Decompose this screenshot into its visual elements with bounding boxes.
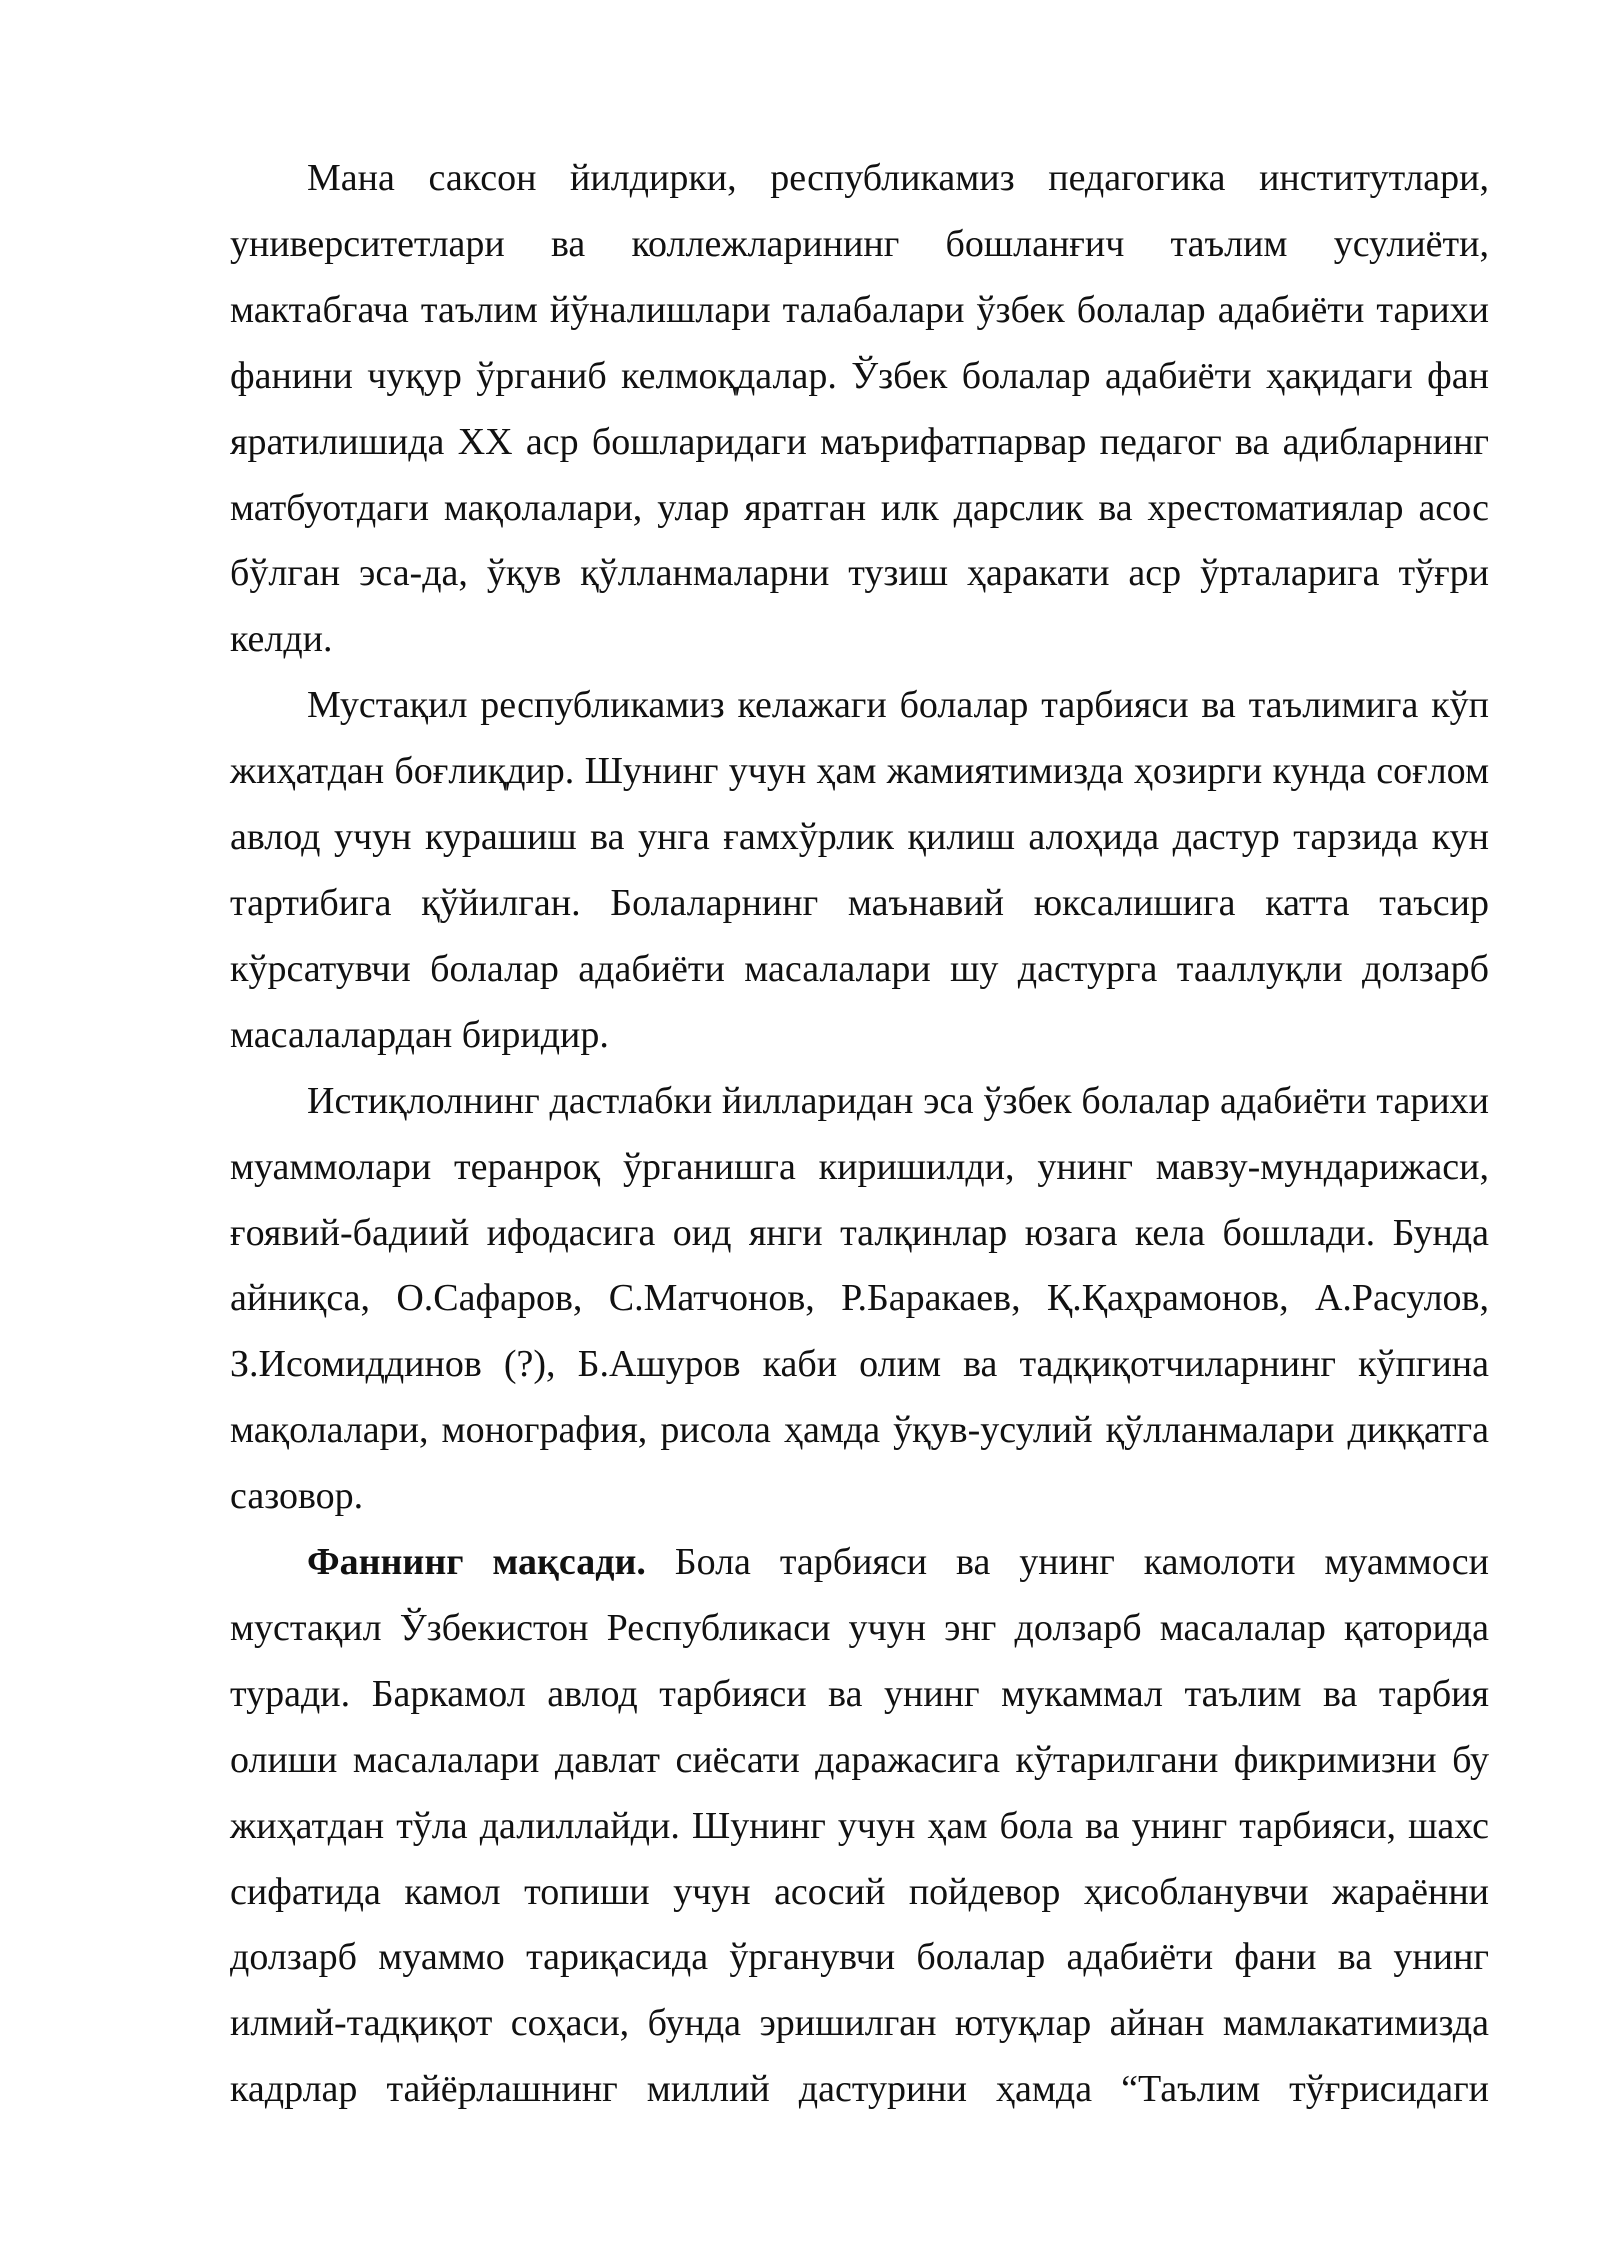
paragraph-1: [230, 146, 1489, 673]
paragraph-3: [230, 1069, 1489, 1530]
paragraph-1-text: Мана саксон йилдирки, республикамиз педагогика институтлари, университетлари ва коллежларининг бошланғич таълим усулиёти, мактабгача таълим йўналишлари талабалари ўзбек болалар адабиёти тарихи фанини чуқур ўрганиб келмоқдалар. Ўзбек болалар адабиёти ҳақидаги фан яратилишида ХХ аср бошларидаги маърифатпарвар педагог ва адибларнинг матбуотдаги мақолалари, улар яратган илк дарслик ва хрестоматиялар асос бўлган эса-да, ўқув қўлланмаларни тузиш ҳаракати аср ўрталарига тўғри келди.: [230, 157, 1489, 661]
paragraph-2: [230, 673, 1489, 1068]
section-heading-inline: Фаннинг мақсади.: [307, 1541, 646, 1584]
paragraph-3-text: Истиқлолнинг дастлабки йилларидан эса ўзбек болалар адабиёти тарихи муаммолари теранроқ ўрганишга киришилди, унинг мавзу-мундарижаси, ғоявий-бадиий ифодасига оид янги талқинлар юзага кела бошлади. Бунда айниқса, О.Сафаров, С.Матчонов, Р.Баракаев, Қ.Қаҳрамонов, А.Расулов, З.Исомиддинов (?), Б.Ашуров каби олим ва тадқиқотчиларнинг кўпгина мақолалари, монография, рисола ҳамда ўқув-усулий қўлланмалари диққатга сазовор.: [230, 1079, 1489, 1518]
paragraph-2-text: Мустақил республикамиз келажаги болалар тарбияси ва таълимига кўп жиҳатдан боғлиқдир. Шунинг учун ҳам жамиятимизда ҳозирги кунда соғлом авлод учун курашиш ва унга ғамхўрлик қилиш алоҳида дастур тарзида кун тартибига қўйилган. Болаларнинг маънавий юксалишига катта таъсир кўрсатувчи болалар адабиёти масалалари шу дастурга тааллуқли долзарб масалалардан биридир.: [230, 684, 1489, 1056]
body-text: [230, 146, 1489, 2123]
paragraph-4-text: Бола тарбияси ва унинг камолоти муаммоси мустақил Ўзбекистон Республикаси учун энг долзарб масалалар қаторида туради. Баркамол авлод тарбияси ва унинг мукаммал таълим ва тарбия олиши масалалари давлат сиёсати даражасига кўтарилгани фикримизни бу жиҳатдан тўла далиллайди. Шунинг учун ҳам бола ва унинг тарбияси, шахс сифатида камол топиши учун асосий пойдевор ҳисобланувчи жараённи долзарб муаммо тариқасида ўрганувчи болалар адабиёти фани ва унинг илмий-тадқиқот соҳаси, бунда эришилган ютуқлар айнан мамлакатимизда кадрлар тайёрлашнинг миллий дастурини ҳамда “Таълим тўғрисидаги: [230, 1541, 1490, 2111]
paragraph-4: [230, 1530, 1489, 2123]
